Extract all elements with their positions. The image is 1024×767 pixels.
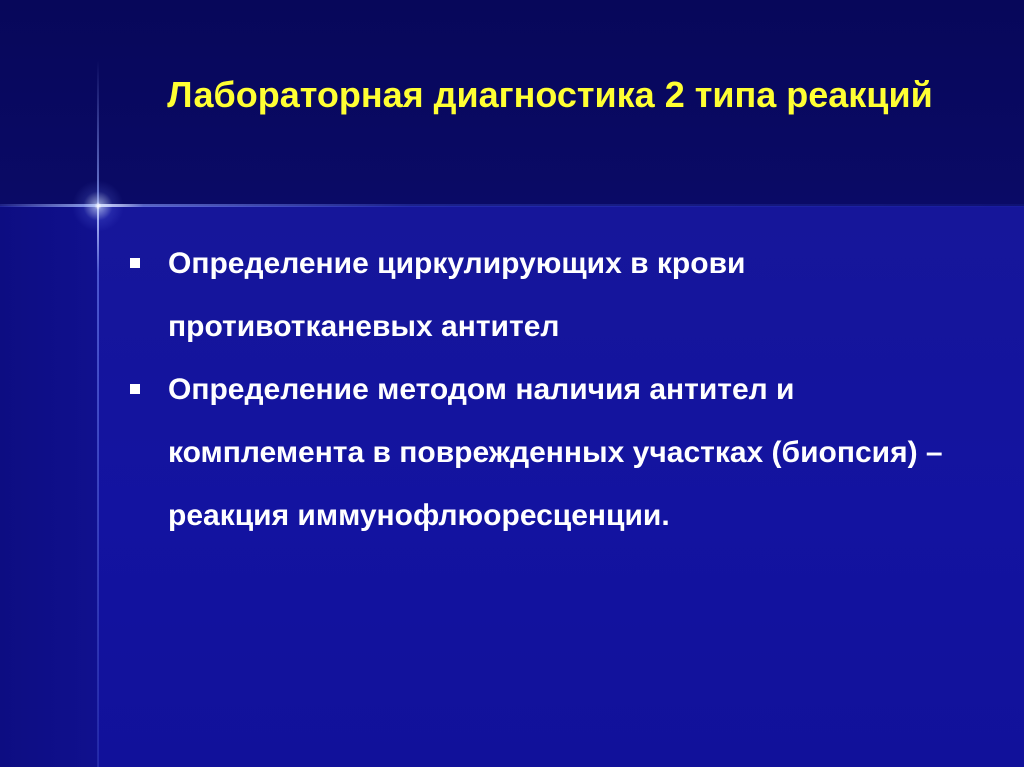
bullet-item: [128, 358, 958, 547]
left-margin-strip: [0, 206, 98, 767]
horizontal-light-line: [0, 204, 1024, 207]
square-bullet-icon: [130, 258, 140, 268]
vertical-light-line: [97, 60, 99, 767]
square-bullet-icon: [130, 384, 140, 394]
star-flare-icon: [72, 180, 124, 232]
bullet-text: Определение методом наличия антител и комплемента в поврежденных участках (биопсия) – реакция иммунофлюоресценции.: [168, 373, 943, 532]
bullet-item: [128, 232, 958, 358]
slide-title: Лабораторная диагностика 2 типа реакций: [167, 74, 933, 115]
bullet-text: Определение циркулирующих в крови противотканевых антител: [168, 247, 746, 343]
bullet-list: [128, 232, 958, 547]
